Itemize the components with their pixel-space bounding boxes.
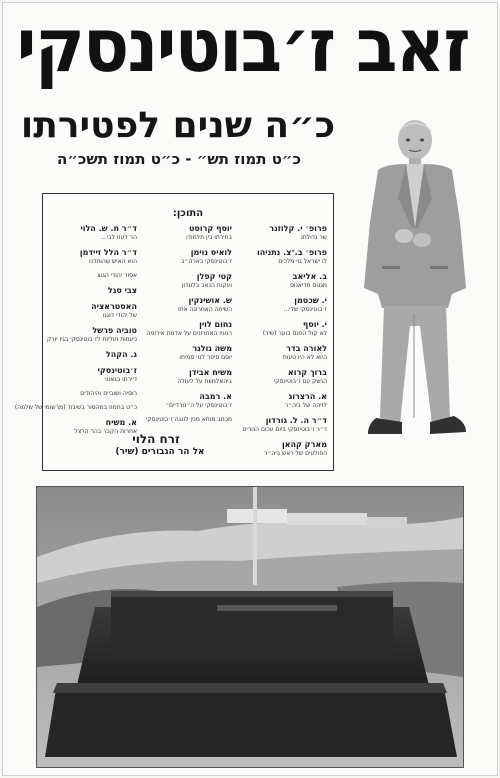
- toc-entry: [239, 368, 327, 386]
- toc-author: ד״ר ה. ל. גורדון: [265, 416, 327, 425]
- toc-author: א. הרצרוג: [288, 392, 327, 401]
- page-subtitle: כ״ה שנים לפטירתו: [20, 105, 336, 146]
- toc-entry: [49, 350, 137, 360]
- toc-entry: [49, 272, 137, 280]
- toc-entry: [144, 344, 232, 362]
- toc-work-title: אסור יהודי הגוצ: [97, 272, 137, 279]
- toc-entry: [239, 296, 327, 314]
- toc-work-title: דיירתו בגאוני: [104, 376, 137, 383]
- toc-entry: [144, 296, 232, 314]
- toc-author: לאורה בדר: [286, 344, 327, 353]
- toc-work-title: הוא האיש שהוחדנו: [89, 258, 137, 265]
- toc-author: האסטראציה: [91, 302, 137, 311]
- toc-entry: [144, 392, 232, 410]
- toc-work-title: רוסיה ושוביים והיהודים: [80, 390, 137, 397]
- toc-work-title: אחרות הקבר בהר הרצל: [74, 428, 137, 435]
- toc-entry: [49, 390, 137, 398]
- toc-entry: [239, 440, 327, 458]
- toc-work-title: השיחה האחרונה אתו: [178, 306, 232, 313]
- grave-photo: [36, 486, 464, 768]
- toc-author: י. יוסף: [302, 320, 327, 329]
- toc-feature-name: זרח הלוי: [132, 432, 180, 446]
- toc-entry: [144, 368, 232, 386]
- toc-author: מארק קהאן: [281, 440, 327, 449]
- page-dates: כ״ט תמוז תש״ - כ״ט תמוז תשכ״ה: [56, 150, 302, 168]
- toc-author: ג. הקהל: [105, 350, 137, 359]
- toc-author: ברוך קרוא: [287, 368, 327, 377]
- toc-author: ד״ר ח. ש. הלוי: [80, 224, 137, 233]
- toc-work-title: הר לעזו לבי...: [101, 234, 137, 241]
- toc-work-title: לזיהה של ביה״ר: [284, 402, 327, 409]
- toc-work-title: בחירתו בין תלמודו: [186, 234, 232, 241]
- toc-author: א. משיח: [105, 418, 137, 427]
- portrait-image: [348, 118, 482, 456]
- toc-author: ב. אליאב: [292, 272, 327, 281]
- toc-author: צבי סגל: [107, 286, 137, 295]
- toc-work-title: יוסם סיפר לנוי סמיתו: [179, 354, 232, 361]
- toc-entry: [239, 224, 327, 242]
- toc-author: יוסף קרוסט: [188, 224, 232, 233]
- toc-work-title: כ״ט בתמוז במהסור בשיבוד (מרשומי של שלמה): [14, 404, 137, 411]
- toc-work-title: ביהאלמוות על לעולה: [177, 378, 232, 385]
- toc-author: טוביה פרשל: [92, 326, 137, 335]
- toc-column: [239, 224, 327, 457]
- toc-entry: [144, 248, 232, 266]
- page-title: זאב ז׳בוטינסקי: [16, 3, 469, 89]
- toc-entry: [46, 326, 137, 344]
- toc-entry: [144, 272, 232, 290]
- toc-author: ש. אושינקין: [188, 296, 232, 305]
- toc-work-title: לא קול הפנס בוער (שיר): [262, 330, 327, 337]
- toc-author: קטי קפלן: [196, 272, 232, 281]
- toc-work-title: ז׳בוטינסקי בארה״ב: [181, 258, 232, 265]
- toc-entry: [144, 320, 232, 338]
- toc-work-title: של יהודי דוגנו: [102, 312, 137, 319]
- toc-work-title: ניעוזות תוליות לז׳בוטינסקי בגיו יורק: [46, 336, 137, 343]
- toc-work-title: היוא לא היו טעות: [282, 354, 327, 361]
- toc-work-title: שר גדולתו: [301, 234, 327, 241]
- toc-author: משיח אבידן: [189, 368, 232, 377]
- toc-work-title: מכתב מוחא מנין לונגה ז׳בוטינסקי: [145, 416, 232, 423]
- toc-author: פרופ׳ י. קלוזנר: [269, 224, 327, 233]
- toc-work-title: ז׳בוטינסקי שלי...: [283, 306, 327, 313]
- toc-work-title: ועקות הנאב בלונדון: [181, 282, 232, 289]
- toc-entry: [14, 404, 137, 412]
- toc-column: [14, 224, 137, 435]
- toc-author: משה גולגר: [192, 344, 232, 353]
- toc-entry: [239, 392, 327, 410]
- toc-feature: [96, 432, 216, 446]
- toc-work-title: הנשק עם ז׳בוטינסקי: [273, 378, 327, 385]
- toc-author: ד״ר הלל זיידמן: [79, 248, 137, 257]
- toc-work-title: לו ישראל גוי מלכים: [278, 258, 327, 265]
- toc-work-title: ז׳בוטינסקי על ה״נורדיים״: [165, 402, 232, 409]
- toc-work-title: הפולטים של ראש ביה״ר: [264, 450, 327, 457]
- toc-heading: התוכן:: [172, 208, 204, 219]
- toc-author: לואיס נוימן: [190, 248, 232, 257]
- toc-entry: [239, 344, 327, 362]
- toc-feature-poem: אל הר הגבורים (שיר): [115, 447, 205, 457]
- toc-entry: [49, 302, 137, 320]
- toc-entry: [144, 416, 232, 424]
- toc-work-title: ד״ר ז׳בוטינסקי ביום עכום הנורים: [242, 426, 327, 433]
- toc-entry: [49, 224, 137, 242]
- toc-work-title: מגנוס מדיאנוס: [289, 282, 327, 289]
- toc-entry: [239, 272, 327, 290]
- toc-author: י. שכטמן: [294, 296, 327, 305]
- toc-author: נחום לוין: [199, 320, 232, 329]
- toc-entry: [239, 248, 327, 266]
- toc-author: פרופ׳ ב.־צ. נתניהו: [256, 248, 327, 257]
- toc-entry: [49, 286, 137, 296]
- toc-entry: [49, 366, 137, 384]
- table-of-contents: [14, 193, 334, 471]
- toc-entry: [239, 416, 327, 434]
- toc-author: ז׳בוטינסקי: [97, 366, 137, 375]
- toc-entry: [49, 248, 137, 266]
- toc-work-title: רגעיו האחרונים על אדמת אירופה: [146, 330, 232, 337]
- toc-author: א. רמבה: [199, 392, 232, 401]
- toc-entry: [239, 320, 327, 338]
- toc-entry: [144, 224, 232, 242]
- toc-column: [144, 224, 232, 434]
